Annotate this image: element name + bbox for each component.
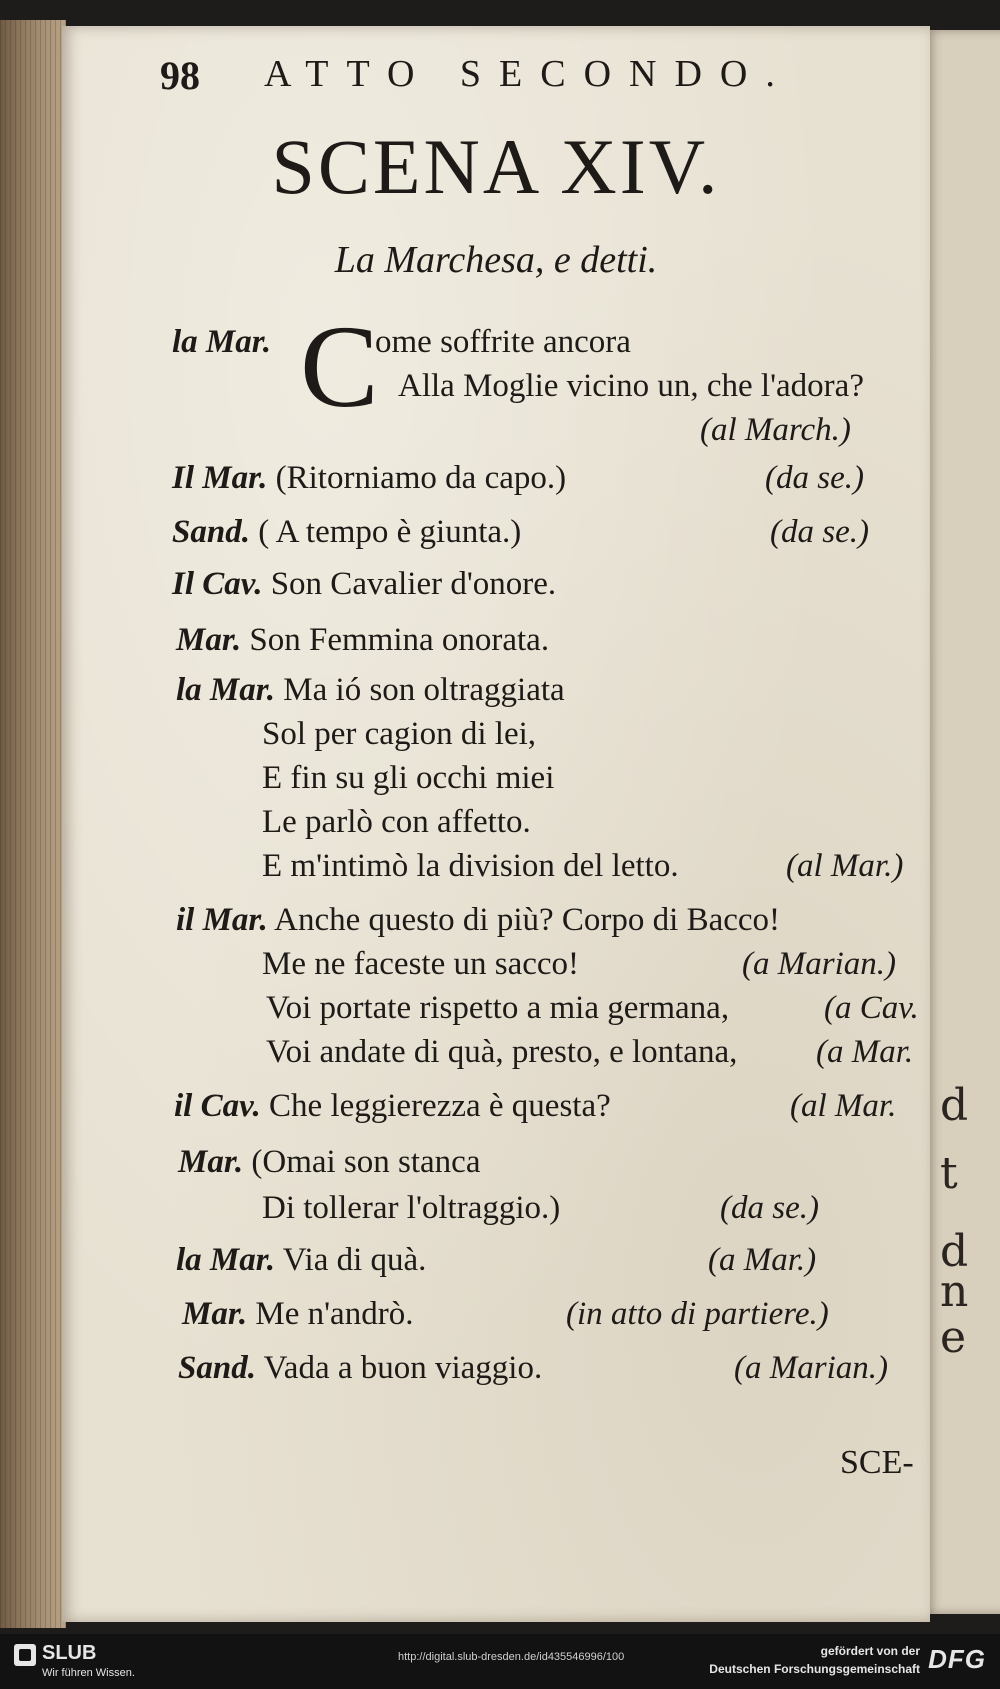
dialogue-line	[176, 622, 549, 659]
stage-direction: (al March.)	[700, 412, 851, 448]
scene-title: SCENA XIV.	[271, 123, 721, 210]
page-header	[160, 52, 840, 102]
dialogue-line	[172, 460, 566, 497]
speaker-name: il Mar.	[176, 902, 268, 938]
line-text: (Ritorniamo da capo.)	[275, 460, 567, 496]
dialogue-line	[398, 368, 864, 405]
line-text: Alla Moglie vicino un, che l'adora?	[398, 368, 864, 404]
line-text: Son Cavalier d'onore.	[270, 566, 557, 602]
dialogue-line	[178, 1350, 542, 1387]
line-text: Vada a buon viaggio.	[263, 1350, 543, 1386]
funder-text-line2: Deutschen Forschungsgemeinschaft	[709, 1662, 920, 1676]
line-text: Son Femmina onorata.	[249, 622, 550, 658]
dialogue-line	[262, 1190, 560, 1227]
speaker-name: la Mar.	[176, 1242, 276, 1278]
speaker-name: Il Cav.	[172, 566, 263, 602]
dialogue-line	[176, 672, 565, 709]
facing-page	[926, 30, 1000, 1614]
running-head: ATTO SECONDO.	[264, 53, 793, 95]
dialogue-line	[174, 1088, 611, 1125]
line-text: ( A tempo è giunta.)	[258, 514, 522, 550]
facing-page-glyph: d	[940, 1226, 969, 1277]
dfg-logo[interactable]: DFG	[928, 1644, 986, 1674]
stage-direction: (da se.)	[765, 460, 864, 496]
stage-direction: (a Mar.)	[708, 1242, 817, 1278]
dialogue-line	[172, 566, 556, 603]
line-text: Ma ió son oltraggiata	[283, 672, 565, 708]
facing-page-glyph: d	[940, 1080, 969, 1131]
catchword: SCE-	[840, 1444, 914, 1481]
library-tagline: Wir führen Wissen.	[42, 1667, 135, 1679]
speaker-name: Sand.	[172, 514, 250, 550]
stage-direction: (in atto di partiere.)	[566, 1296, 829, 1332]
line-text: Di tollerar l'oltraggio.)	[262, 1190, 561, 1226]
dialogue-line	[262, 946, 579, 983]
facing-page-glyph: n	[940, 1266, 969, 1317]
speaker-name: Mar.	[182, 1296, 248, 1332]
dialogue-line	[262, 804, 531, 841]
line-text: Che leggierezza è questa?	[269, 1088, 611, 1124]
stage-direction: (a Cav.	[824, 990, 919, 1026]
facing-page-glyph: e	[940, 1312, 967, 1363]
dialogue-line	[262, 716, 536, 753]
speaker-name: Il Mar.	[172, 460, 268, 496]
line-text: E m'intimò la division del letto.	[262, 848, 679, 884]
stage-direction: (a Marian.)	[734, 1350, 888, 1386]
funder-text-line1: gefördert von der	[820, 1644, 920, 1658]
line-text: ome soffrite ancora	[375, 324, 631, 360]
dialogue-line	[266, 1034, 737, 1071]
library-name[interactable]: SLUB	[42, 1642, 97, 1664]
dialogue-line	[176, 902, 780, 939]
stage-direction: (al Mar.)	[786, 848, 904, 884]
page-number: 98	[160, 53, 200, 98]
dialogue-line	[176, 1242, 426, 1279]
line-text: Me n'andrò.	[255, 1296, 414, 1332]
line-text: Anche questo di più? Corpo di Bacco!	[274, 902, 781, 938]
speaker-name: la Mar.	[176, 672, 276, 708]
stage-direction: (da se.)	[770, 514, 869, 550]
viewer-footer	[0, 1634, 1000, 1689]
speaker-name: il Cav.	[174, 1088, 261, 1124]
line-text: (Omai son stanca	[251, 1144, 481, 1180]
stage-direction: (a Marian.)	[742, 946, 896, 982]
speaker-name: la Mar.	[172, 324, 272, 360]
facing-page-glyph: t	[940, 1148, 958, 1199]
book-page-edges	[0, 20, 66, 1628]
line-text: Le parlò con affetto.	[262, 804, 531, 840]
stage-direction: (al Mar.	[790, 1088, 897, 1124]
stage-direction: (da se.)	[720, 1190, 819, 1226]
speaker-name: Sand.	[178, 1350, 256, 1386]
dialogue-line	[262, 848, 679, 885]
dialogue-line	[172, 514, 521, 551]
line-text: Voi portate rispetto a mia germana,	[266, 990, 730, 1026]
line-text: Me ne faceste un sacco!	[262, 946, 579, 982]
dialogue-line	[375, 324, 631, 361]
drop-cap: C	[300, 301, 379, 432]
stage-direction: (a Mar.	[816, 1034, 914, 1070]
speaker-name: Mar.	[176, 622, 242, 658]
permalink-url[interactable]: http://digital.slub-dresden.de/id435546996/100	[398, 1651, 625, 1663]
speaker-name: Mar.	[178, 1144, 244, 1180]
line-text: Via di quà.	[282, 1242, 427, 1278]
dialogue-line	[182, 1296, 413, 1333]
line-text: Sol per cagion di lei,	[262, 716, 537, 752]
line-text: E fin su gli occhi miei	[262, 760, 555, 796]
dialogue-line	[262, 760, 554, 797]
dialogue-line	[178, 1144, 480, 1181]
slub-logo-icon[interactable]	[14, 1644, 36, 1666]
dialogue-line	[266, 990, 729, 1027]
dialogue-line	[172, 324, 271, 361]
line-text: Voi andate di quà, presto, e lontana,	[266, 1034, 738, 1070]
scene-characters: La Marchesa, e detti.	[334, 239, 658, 281]
